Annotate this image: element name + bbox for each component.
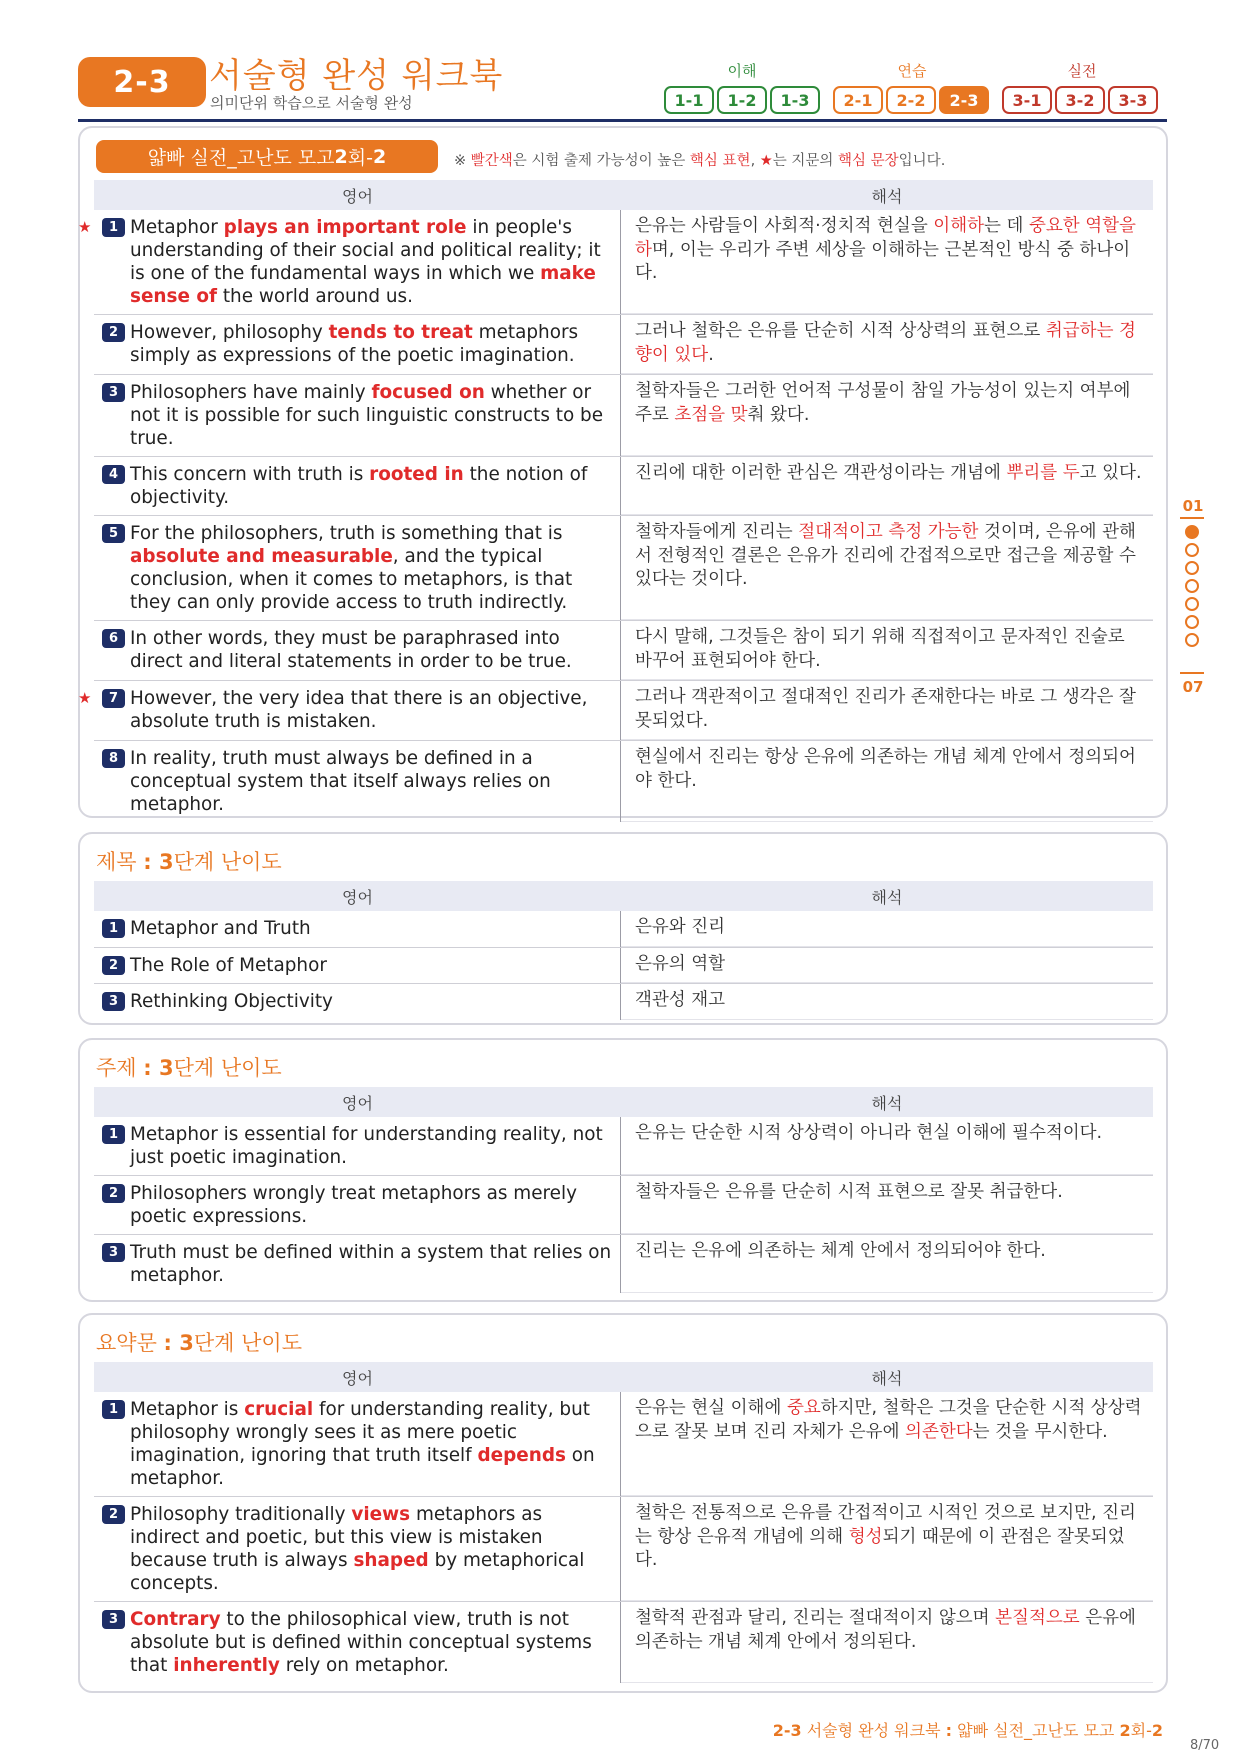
sentence-text: Metaphor is — [130, 1399, 245, 1420]
key-expression: 형성 — [848, 1526, 883, 1547]
translation-text: 춰 왔다. — [747, 404, 810, 425]
translation-text: 되기 때문에 이 관점은 잘못되었다. — [635, 1526, 1125, 1570]
step-3-3[interactable]: 3-3 — [1108, 86, 1158, 114]
passage-tag: 얇빠 실전_고난도 모고 2 회- 2 — [96, 140, 438, 173]
sentence-text: to the philosophical view, truth is not absolute but is defined within conceptual systems that — [130, 1609, 592, 1676]
header-divider — [78, 119, 1167, 122]
side-nav-rule-bottom — [1180, 672, 1204, 674]
translation-cell — [621, 1602, 1153, 1683]
side-nav-start: 01 — [1182, 497, 1204, 515]
translation-text: 것이며, 은유에 관해서 전형적인 결론은 은유가 진리에 간접적으로만 접근을 제공할 수 있다는 것이다. — [635, 522, 1136, 589]
table-row — [94, 740, 1153, 822]
sentence-number: 1 — [102, 919, 125, 938]
sentence-text: Rethinking Objectivity — [130, 991, 333, 1012]
translation-text: 은유에 의존하는 개념 체계 안에서 정의된다. — [635, 1608, 1136, 1652]
col-english: 영어 — [342, 1093, 373, 1113]
step-3-1[interactable]: 3-1 — [1002, 86, 1052, 114]
sentence-text: In reality, truth must always be defined in a conceptual system that itself always relies on metaphor. — [130, 748, 551, 815]
sentence-number: 2 — [102, 956, 125, 975]
sentence-number: 2 — [102, 1505, 125, 1524]
unit-badge: 2-3 — [78, 57, 206, 107]
key-expression: 취급하는 경향이 있다 — [635, 321, 1136, 365]
key-expression: crucial — [244, 1399, 314, 1420]
page-title: 서술형 완성 워크북 — [209, 56, 504, 96]
step-1-1[interactable]: 1-1 — [664, 86, 714, 114]
key-expression: depends — [477, 1445, 566, 1466]
side-nav-rule-top — [1180, 517, 1204, 519]
translation-text: 은유와 진리 — [635, 917, 726, 937]
sentence-text: Metaphor and Truth — [130, 918, 311, 939]
sentence-text: , and the typical conclusion, when it comes to metaphors, is that they can only provide access to truth indirectly. — [130, 546, 573, 613]
step-nav-practice — [833, 86, 989, 114]
english-cell — [94, 375, 621, 456]
english-cell — [78, 210, 621, 314]
step-2-1[interactable]: 2-1 — [833, 86, 883, 114]
sentence-text: Philosophers wrongly treat metaphors as merely poetic expressions. — [130, 1183, 577, 1227]
translation-text: 철학적 관점과 달리, 진리는 절대적이지 않으며 — [635, 1608, 996, 1628]
passage-table — [78, 210, 1153, 822]
notice-text: ※ 빨간색은 시험 출제 가능성이 높은 핵심 표현, ★는 지문의 핵심 문장입니다. — [454, 153, 946, 169]
translation-text: 는 것을 무시한다. — [972, 1421, 1108, 1442]
key-expression: 의존한다 — [905, 1421, 973, 1442]
sentence-number: 3 — [102, 1243, 125, 1262]
english-cell — [94, 457, 621, 515]
translation-text: 그러나 객관적이고 절대적인 진리가 존재한다는 바로 그 생각은 잘못되었다. — [635, 687, 1136, 731]
col-english: 영어 — [342, 887, 373, 907]
table-row — [94, 620, 1153, 680]
english-cell — [94, 1497, 621, 1601]
side-nav-end: 07 — [1182, 678, 1204, 696]
side-nav-dot[interactable] — [1185, 543, 1199, 557]
summary-panel — [78, 1313, 1168, 1693]
translation-cell — [621, 948, 1153, 984]
topic-table — [94, 1117, 1153, 1293]
key-expression: 이해하 — [933, 216, 985, 236]
col-translation: 해석 — [871, 1368, 903, 1388]
col-english: 영어 — [342, 1368, 373, 1388]
key-expression: absolute and measurable — [130, 546, 393, 567]
translation-text: 하지만, 철학은 그것을 단순한 시적 상상력으로 잘못 보며 진리 자체가 은유에 — [635, 1398, 1142, 1442]
table-row — [94, 1234, 1153, 1293]
category-understanding: 이해 — [727, 62, 757, 80]
translation-cell — [621, 375, 1153, 456]
sentence-number: 1 — [102, 1125, 125, 1144]
table-row — [94, 911, 1153, 947]
sentence-text: Metaphor — [130, 217, 224, 238]
table-row — [78, 210, 1153, 314]
english-cell — [94, 1602, 621, 1683]
col-english: 영어 — [342, 186, 373, 206]
step-1-2[interactable]: 1-2 — [717, 86, 767, 114]
sentence-number: 8 — [102, 749, 125, 768]
english-cell — [94, 621, 621, 680]
sentence-text: for understanding reality, but philosophy wrongly sees it as mere poetic imagination, ignoring that truth itself — [130, 1399, 590, 1466]
key-expression: 초점을 맞 — [674, 404, 748, 425]
translation-cell — [621, 911, 1153, 947]
topic-section-heading: 주제 : 3단계 난이도 — [96, 1056, 282, 1080]
step-1-3[interactable]: 1-3 — [770, 86, 820, 114]
translation-cell — [621, 210, 1153, 314]
key-expression: 절대적이고 측정 가능한 — [798, 522, 979, 542]
key-expression: Contrary — [130, 1609, 221, 1630]
table-row — [94, 374, 1153, 456]
passage-panel — [78, 126, 1168, 818]
english-cell — [94, 1117, 621, 1175]
key-expression: 중요한 역할을 하 — [635, 216, 1136, 260]
translation-text: 다시 말해, 그것들은 참이 되기 위해 직접적이고 문자적인 진술로 바꾸어 표현되어야 한다. — [635, 627, 1125, 671]
sentence-text: However, philosophy — [130, 322, 329, 343]
sentence-number: 2 — [102, 1184, 125, 1203]
col-translation: 해석 — [871, 186, 903, 206]
sentence-text: by metaphorical concepts. — [130, 1550, 585, 1594]
table-row — [94, 1117, 1153, 1175]
sentence-number: 3 — [102, 383, 125, 402]
sentence-text: metaphors as indirect and poetic, but this view is mistaken because truth is always — [130, 1504, 543, 1571]
table-row — [94, 314, 1153, 374]
table-row — [78, 680, 1153, 740]
translation-text: 은유는 단순한 시적 상상력이 아니라 현실 이해에 필수적이다. — [635, 1123, 1103, 1143]
translation-cell — [621, 1117, 1153, 1175]
table-header — [94, 180, 1153, 210]
translation-text: 철학은 전통적으로 은유를 간접적이고 시적인 것으로 보지만, 진리는 항상 은유적 개념에 의해 — [635, 1503, 1136, 1547]
category-practice: 연습 — [897, 62, 927, 80]
translation-text: 은유의 역할 — [635, 953, 726, 974]
summary-table — [94, 1392, 1153, 1683]
step-nav-real — [1002, 86, 1158, 114]
translation-cell — [621, 457, 1153, 515]
translation-cell — [621, 984, 1153, 1020]
side-nav-dots — [1185, 525, 1199, 647]
sentence-text: In other words, they must be paraphrased into direct and literal statements in order to be true. — [130, 628, 572, 672]
sentence-text: Philosophers have mainly — [130, 382, 372, 403]
sentence-text: metaphors simply as expressions of the poetic imagination. — [130, 322, 579, 366]
table-row — [94, 1601, 1153, 1683]
sentence-number: 3 — [102, 992, 125, 1011]
english-cell — [94, 1235, 621, 1293]
table-row — [94, 1175, 1153, 1234]
side-nav-dot[interactable] — [1185, 561, 1199, 575]
summary-section-heading: 요약문 : 3단계 난이도 — [96, 1331, 302, 1355]
key-sentence-star-icon: ★ — [78, 218, 92, 236]
key-expression: tends to treat — [328, 322, 473, 343]
table-row — [94, 1496, 1153, 1601]
footer-caption: 2-3 서술형 완성 워크북 : 얇빠 실전_고난도 모고 2회-2 — [772, 1721, 1163, 1740]
topic-panel — [78, 1038, 1168, 1302]
table-row — [94, 456, 1153, 515]
side-nav-dot[interactable] — [1185, 597, 1199, 611]
sentence-text: Truth must be defined within a system that relies on metaphor. — [130, 1242, 612, 1286]
page-subtitle: 의미단위 학습으로 서술형 완성 — [210, 94, 413, 112]
side-nav-dot[interactable] — [1185, 525, 1199, 539]
step-2-3[interactable]: 2-3 — [939, 86, 989, 114]
key-expression: plays an important role — [223, 217, 467, 238]
english-cell — [94, 1392, 621, 1496]
english-cell — [94, 1176, 621, 1234]
translation-text: 고 있다. — [1079, 463, 1142, 483]
sentence-text: The Role of Metaphor — [130, 954, 327, 976]
translation-cell — [621, 315, 1153, 374]
translation-text: 진리에 대한 이러한 관심은 객관성이라는 개념에 — [635, 463, 1007, 483]
translation-text: 은유는 사람들이 사회적·정치적 현실을 — [635, 216, 934, 236]
sentence-number: 1 — [102, 1400, 125, 1419]
translation-text: 현실에서 진리는 항상 은유에 의존하는 개념 체계 안에서 정의되어야 한다. — [635, 747, 1136, 791]
english-cell — [94, 984, 621, 1020]
key-expression: views — [351, 1504, 411, 1525]
translation-text: 며, 이는 우리가 주변 세상을 이해하는 근본적인 방식 중 하나이다. — [635, 239, 1131, 283]
side-nav-dot[interactable] — [1185, 579, 1199, 593]
english-cell — [94, 911, 621, 947]
translation-cell — [621, 1176, 1153, 1234]
col-translation: 해석 — [871, 887, 903, 907]
translation-cell — [621, 681, 1153, 740]
step-2-2[interactable]: 2-2 — [886, 86, 936, 114]
page-number: 8/70 — [1190, 1738, 1220, 1753]
translation-text: 객관성 재고 — [635, 990, 726, 1010]
sentence-text: the world around us. — [216, 286, 413, 307]
sentence-text: Metaphor is essential for understanding reality, not just poetic imagination. — [130, 1124, 603, 1168]
sentence-text: whether or not it is possible for such linguistic constructs to be true. — [130, 382, 604, 449]
translation-text: 철학자들은 은유를 단순히 시적 표현으로 잘못 취급한다. — [635, 1182, 1063, 1202]
sentence-number: 5 — [102, 524, 125, 543]
sentence-text: on metaphor. — [130, 1445, 595, 1489]
key-expression: 중요 — [786, 1398, 821, 1418]
side-nav-dot[interactable] — [1185, 633, 1199, 647]
step-nav-understanding — [664, 86, 820, 114]
key-expression: focused on — [371, 382, 485, 403]
category-real: 실전 — [1067, 62, 1097, 80]
sentence-text: rely on metaphor. — [279, 1655, 449, 1676]
sentence-number: 1 — [102, 218, 125, 237]
sentence-number: 3 — [102, 1610, 125, 1629]
col-translation: 해석 — [871, 1093, 903, 1113]
step-3-2[interactable]: 3-2 — [1055, 86, 1105, 114]
key-expression: 뿌리를 두 — [1006, 463, 1080, 483]
table-header — [94, 881, 1153, 911]
english-cell — [94, 741, 621, 822]
table-row — [94, 947, 1153, 984]
title-section-heading: 제목 : 3단계 난이도 — [96, 850, 282, 874]
translation-text: 철학자들은 그러한 언어적 구성물이 참일 가능성이 있는지 여부에 주로 — [635, 381, 1131, 425]
translation-text: . — [708, 344, 714, 365]
sentence-number: 6 — [102, 629, 125, 648]
translation-cell — [621, 621, 1153, 680]
title-panel — [78, 832, 1168, 1025]
key-expression: 본질적으로 — [995, 1608, 1080, 1628]
key-expression: rooted in — [369, 464, 464, 485]
table-header — [94, 1362, 1153, 1392]
table-row — [94, 1392, 1153, 1496]
english-cell — [94, 315, 621, 374]
sentence-number: 2 — [102, 323, 125, 342]
translation-text: 은유는 현실 이해에 — [635, 1398, 787, 1418]
sentence-number: 4 — [102, 465, 125, 484]
sentence-text: the notion of objectivity. — [130, 464, 588, 508]
key-expression: make sense of — [130, 263, 596, 307]
sentence-text: For the philosophers, truth is something that is — [130, 523, 563, 544]
translation-text: 진리는 은유에 의존하는 체계 안에서 정의되어야 한다. — [635, 1241, 1046, 1261]
key-expression: inherently — [173, 1655, 280, 1676]
sentence-number: 7 — [102, 689, 125, 708]
sentence-text: However, the very idea that there is an objective, absolute truth is mistaken. — [130, 688, 588, 732]
translation-cell — [621, 741, 1153, 822]
translation-text: 는 데 — [984, 216, 1029, 236]
translation-cell — [621, 1235, 1153, 1293]
side-nav-dot[interactable] — [1185, 615, 1199, 629]
table-row — [94, 983, 1153, 1020]
english-cell — [94, 516, 621, 620]
translation-cell — [621, 1497, 1153, 1601]
sentence-text: This concern with truth is — [130, 464, 370, 485]
table-row — [94, 515, 1153, 620]
translation-cell — [621, 516, 1153, 620]
key-sentence-star-icon: ★ — [78, 689, 92, 707]
title-table — [94, 911, 1153, 1020]
english-cell — [78, 681, 621, 740]
english-cell — [94, 948, 621, 984]
table-header — [94, 1087, 1153, 1117]
translation-cell — [621, 1392, 1153, 1496]
sentence-text: in people's understanding of their social and political reality; it is one of the fundamental ways in which we — [130, 217, 601, 284]
translation-text: 철학자들에게 진리는 — [635, 522, 799, 542]
translation-text: 그러나 철학은 은유를 단순히 시적 상상력의 표현으로 — [635, 321, 1046, 341]
sentence-text: Philosophy traditionally — [130, 1504, 352, 1525]
key-expression: shaped — [353, 1550, 429, 1571]
